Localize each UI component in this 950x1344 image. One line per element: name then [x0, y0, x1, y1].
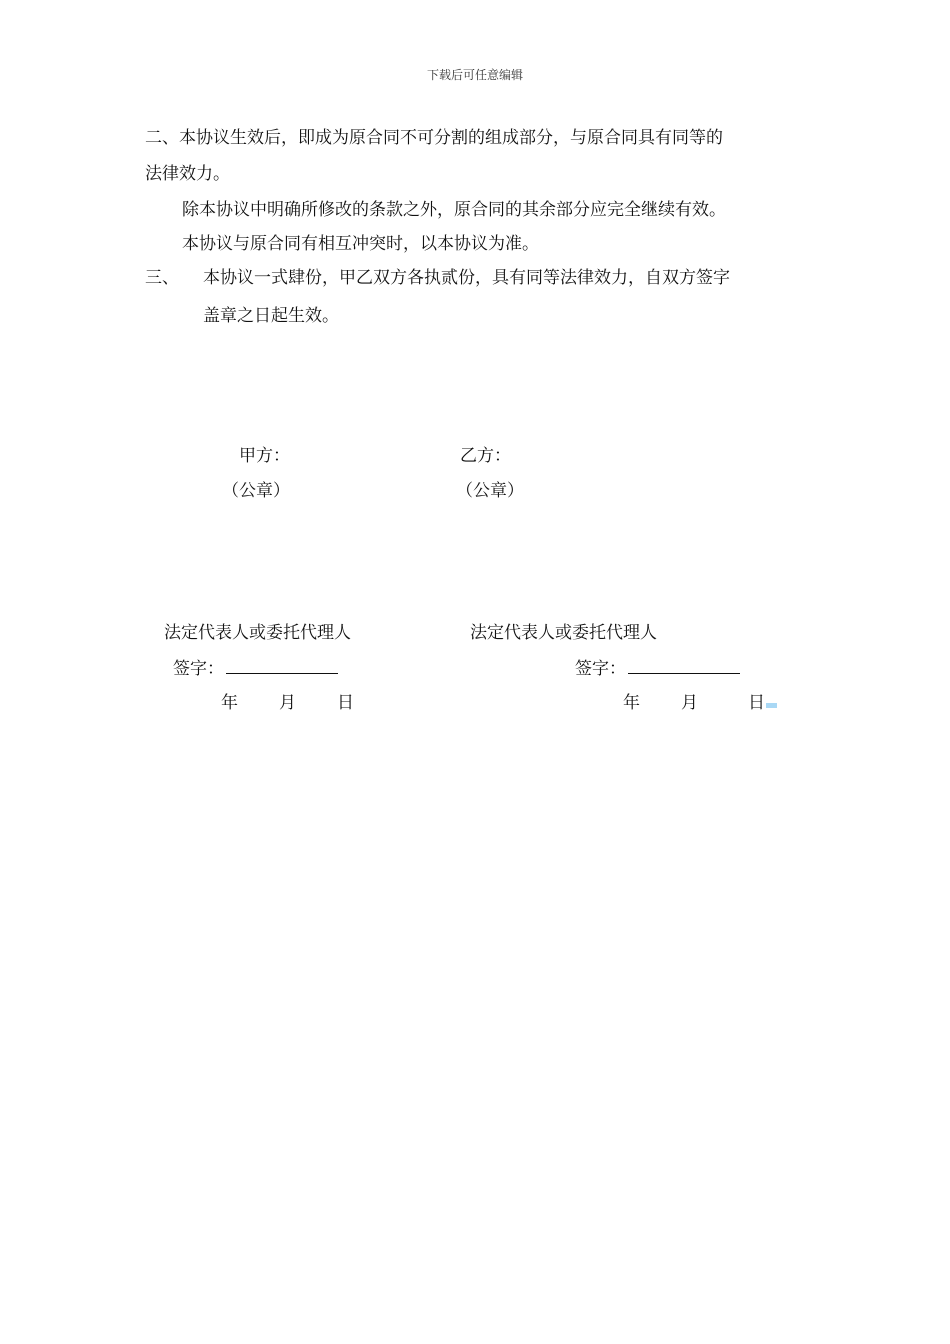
party-a-date-day: 日	[337, 693, 354, 713]
party-b-date-month: 月	[681, 693, 698, 713]
page-header: 下载后可任意编辑	[426, 68, 523, 82]
party-a-date-year: 年	[221, 693, 238, 713]
party-b-seal: （公章）	[456, 481, 524, 501]
clause2-paragraph3: 本协议与原合同有相互冲突时，以本协议为准。	[182, 234, 539, 254]
party-b-date-day: 日	[748, 693, 765, 713]
party-b-label: 乙方：	[460, 446, 511, 466]
party-a-seal: （公章）	[222, 481, 290, 501]
clause3-number: 三、	[145, 268, 179, 288]
text-cursor-marker	[766, 703, 777, 708]
party-a-representative: 法定代表人或委托代理人	[164, 623, 351, 643]
clause2-paragraph2: 除本协议中明确所修改的条款之外，原合同的其余部分应完全继续有效。	[182, 200, 726, 220]
party-b-sign-label: 签字：	[575, 659, 626, 679]
party-b-date-year: 年	[623, 693, 640, 713]
party-a-signature-blank[interactable]	[226, 659, 338, 674]
clause2-line2: 法律效力。	[145, 164, 230, 184]
party-b-representative: 法定代表人或委托代理人	[470, 623, 657, 643]
party-a-label: 甲方：	[239, 446, 290, 466]
party-a-date-month: 月	[279, 693, 296, 713]
party-a-signature-row	[173, 659, 338, 679]
party-a-sign-label: 签字：	[173, 659, 224, 679]
clause3-line1: 本协议一式肆份，甲乙双方各执贰份，具有同等法律效力，自双方签字	[203, 268, 730, 288]
party-b-signature-blank[interactable]	[628, 659, 740, 674]
party-b-signature-row	[575, 659, 740, 679]
clause2-line1: 二、本协议生效后，即成为原合同不可分割的组成部分，与原合同具有同等的	[145, 128, 723, 148]
clause3-line2: 盖章之日起生效。	[203, 306, 339, 326]
